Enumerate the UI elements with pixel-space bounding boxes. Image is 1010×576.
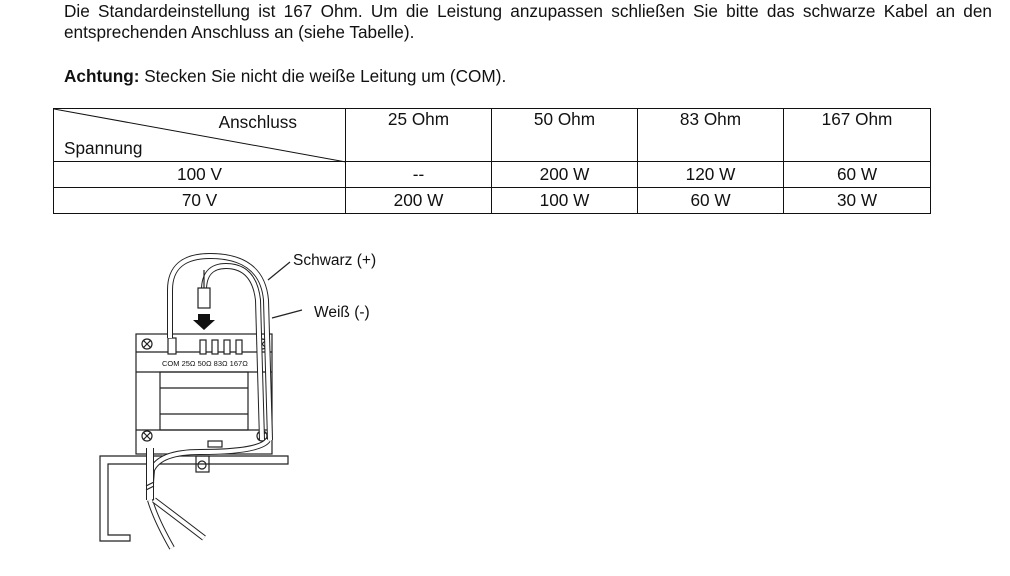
warning-label: Achtung: [64,66,140,86]
column-header: 83 Ohm [638,109,784,162]
table-header-row [54,109,931,162]
terminal-label: COM 25Ω 50Ω 83Ω 167Ω [162,359,248,368]
voltage-cell: 100 V [54,162,346,188]
tap-setting-table [53,108,931,214]
power-cell: 120 W [638,162,784,188]
intro-paragraph: Die Standardeinstellung ist 167 Ohm. Um die Leistung anzupassen schließen Sie bitte das schwarze Kabel an den entsprechenden Anschluss an (siehe Tabelle). [64,1,992,42]
column-header: 50 Ohm [492,109,638,162]
voltage-cell: 70 V [54,188,346,214]
power-cell: 200 W [346,188,492,214]
column-header: 167 Ohm [784,109,931,162]
arrow-down-icon [193,314,215,330]
table-row [54,188,931,214]
column-header: 25 Ohm [346,109,492,162]
power-cell: 60 W [784,162,931,188]
corner-label-spannung: Spannung [64,138,143,158]
table-row [54,162,931,188]
warning-note [64,66,506,87]
label-black-wire: Schwarz (+) [293,252,377,269]
power-cell: 30 W [784,188,931,214]
label-white-wire: Weiß (-) [314,304,370,321]
power-cell: 60 W [638,188,784,214]
power-cell: -- [346,162,492,188]
power-cell: 200 W [492,162,638,188]
power-cell: 100 W [492,188,638,214]
warning-text: Stecken Sie nicht die weiße Leitung um (COM). [139,66,507,86]
corner-label-anschluss: Anschluss [218,112,297,132]
transformer-wiring-diagram [0,230,420,576]
table-corner-cell [54,109,346,162]
